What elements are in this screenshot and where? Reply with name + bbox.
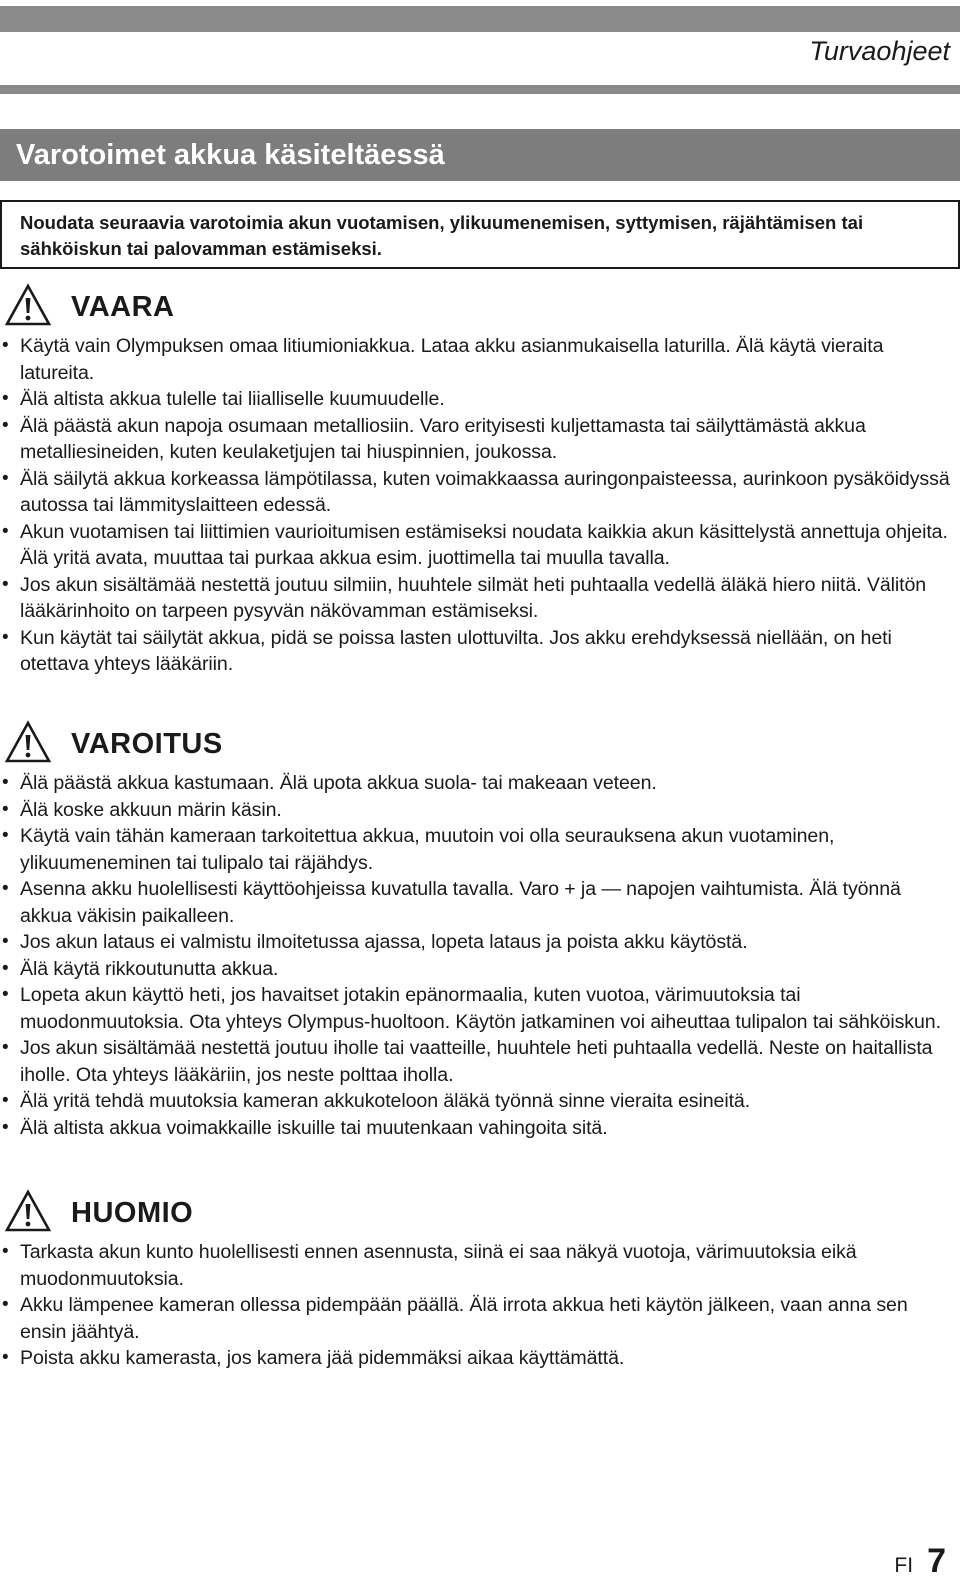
list-item: • Älä altista akkua voimakkaille iskuille tai muutenkaan vahingoita sitä. <box>2 1116 608 1139</box>
top-decor-bar <box>0 6 960 32</box>
list-item: • Älä säilytä akkua korkeassa lämpötilassa, kuten voimakkaassa auringonpaisteessa, aurinkoon pysäköidyssä autossa tai lämmityslaitteen edessä. <box>2 467 950 516</box>
language-code: FI <box>894 1554 914 1577</box>
page-number: 7 <box>927 1542 946 1580</box>
list-item: • Jos akun lataus ei valmistu ilmoitetussa ajassa, lopeta lataus ja poista akku käytöstä. <box>2 931 748 953</box>
section-title: Varotoimet akkua käsiteltäessä <box>0 129 960 181</box>
list-item: • Käytä vain tähän kameraan tarkoitettua akkua, muutoin voi olla seurauksena akun vuotaminen, ylikuumeneminen tai tulipalo tai räjähdys. <box>2 825 835 874</box>
list-item: • Poista akku kamerasta, jos kamera jää pidemmäksi aikaa käyttämättä. <box>2 1347 625 1369</box>
list-item: • Jos akun sisältämää nestettä joutuu silmiin, huuhtele silmät heti puhtaalla vedellä äläkä hiero niitä. Välitön lääkärinhoito on tarpeen pysyvän näkövamman estämiseksi. <box>2 573 927 622</box>
warning-triangle-icon <box>4 283 52 327</box>
varoitus-list <box>0 770 960 1141</box>
vaara-list <box>0 333 960 678</box>
warning-triangle-icon <box>4 1189 52 1233</box>
list-item: • Tarkasta akun kunto huolellisesti ennen asennusta, siinä ei saa näkyä vuotoja, värimuutoksia eikä muodonmuutoksia. <box>2 1241 857 1290</box>
list-item: • Kun käytät tai säilytät akkua, pidä se poissa lasten ulottuvilta. Jos akku erehdyksessä niellään, on heti otettava yhteys lääkäriin. <box>2 626 892 675</box>
list-item: • Älä koske akkuun märin käsin. <box>2 798 282 821</box>
intro-text: Noudata seuraavia varotoimia akun vuotamisen, ylikuumenemisen, syttymisen, räjähtämisen tai sähköiskun tai palovamman estämiseksi. <box>20 212 864 259</box>
vaara-section <box>0 283 960 678</box>
huomio-title: HUOMIO <box>71 1197 194 1229</box>
intro-box <box>0 200 960 269</box>
huomio-heading <box>0 1189 960 1239</box>
list-item: • Älä altista akkua tulelle tai liialliselle kuumuudelle. <box>2 388 445 410</box>
header-rule <box>0 85 960 94</box>
varoitus-title: VAROITUS <box>71 728 223 760</box>
list-item: • Älä päästä akkua kastumaan. Älä upota akkua suola- tai makeaan veteen. <box>2 772 657 794</box>
vaara-heading <box>0 283 960 333</box>
warning-triangle-icon <box>4 720 52 764</box>
vaara-title: VAARA <box>71 291 175 323</box>
varoitus-heading <box>0 720 960 770</box>
list-item: • Älä käytä rikkoutunutta akkua. <box>2 957 279 980</box>
list-item: • Akku lämpenee kameran ollessa pidempään päällä. Älä irrota akkua heti käytön jälkeen, vaan anna sen ensin jäähtyä. <box>2 1294 908 1343</box>
list-item: • Käytä vain Olympuksen omaa litiumioniakkua. Lataa akku asianmukaisella laturilla. Älä käytä vieraita latureita. <box>2 335 884 384</box>
varoitus-section <box>0 720 960 1141</box>
list-item: • Asenna akku huolellisesti käyttöohjeissa kuvatulla tavalla. Varo + ja — napojen vaihtumista. Älä työnnä akkua väkisin paikalleen. <box>2 878 901 927</box>
running-head: Turvaohjeet <box>809 36 950 66</box>
huomio-list <box>0 1239 960 1372</box>
list-item: • Älä yritä tehdä muutoksia kameran akkukoteloon äläkä työnnä sinne vieraita esineitä. <box>2 1090 751 1112</box>
list-item: • Akun vuotamisen tai liittimien vaurioitumisen estämiseksi noudata kaikkia akun käsittelystä annettuja ohjeita. Älä yritä avata, muuttaa tai purkaa akkua esim. juottimella tai muulla tavalla. <box>2 520 948 569</box>
list-item: • Jos akun sisältämää nestettä joutuu iholle tai vaatteille, huuhtele heti puhtaalla vedellä. Neste on haitallista iholle. Ota yhteys lääkäriin, jos neste polttaa iholla. <box>2 1037 933 1086</box>
list-item: • Älä päästä akun napoja osumaan metalliosiin. Varo erityisesti kuljettamasta tai säilyttämästä akkua metalliesineiden, kuten keulaketjujen tai hiuspinnien, joukossa. <box>2 414 866 463</box>
huomio-section <box>0 1189 960 1372</box>
list-item: • Lopeta akun käyttö heti, jos havaitset jotakin epänormaalia, kuten vuotoa, värimuutoksia tai muodonmuutoksia. Ota yhteys Olympus-huoltoon. Käytön jatkaminen voi aiheuttaa tulipalon tai sähköiskun. <box>2 984 941 1033</box>
page-footer <box>894 1542 946 1581</box>
